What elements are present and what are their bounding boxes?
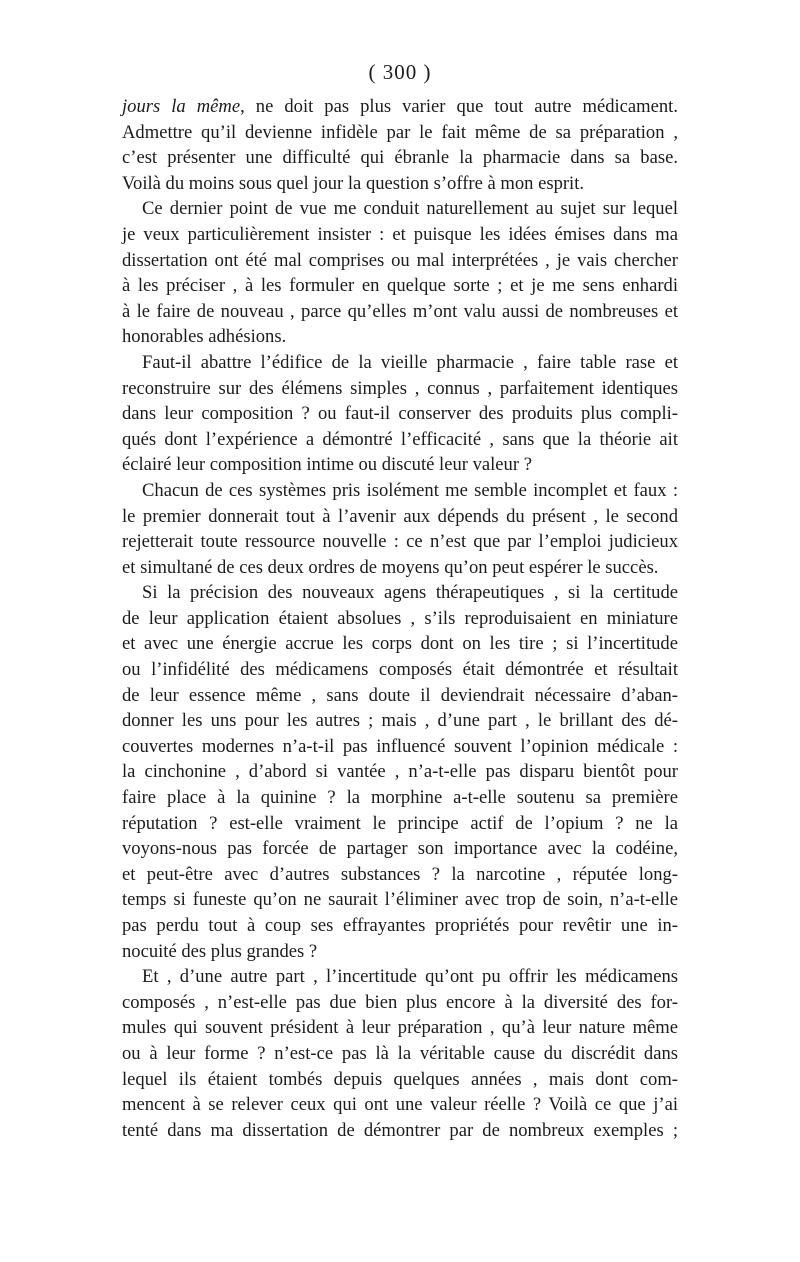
text-line (122, 887, 678, 913)
text-line (122, 708, 678, 734)
line-text: dissertation ont été mal comprises ou mal interprétées , je vais chercher (122, 249, 678, 271)
line-text: Ce dernier point de vue me conduit naturellement au sujet sur lequel (142, 198, 678, 220)
line-text: reconstruire sur des élémens simples , connus , parfaitement identiques (122, 377, 678, 399)
body-text (122, 94, 678, 1143)
line-text: voyons-nous pas forcée de partager son importance avec la codéine, (122, 838, 678, 860)
line-text: donner les uns pour les autres ; mais , d’une part , le brillant des dé- (122, 710, 678, 732)
line-text: Chacun de ces systèmes pris isolément me semble incomplet et faux : (142, 479, 678, 501)
line-text: lequel ils étaient tombés depuis quelques années , mais dont com- (122, 1068, 678, 1090)
line-text: et simultané de ces deux ordres de moyens qu’on peut espérer le succès. (122, 556, 659, 578)
line-text: à les préciser , à les formuler en quelque sorte ; et je me sens enhardi (122, 275, 678, 297)
line-text: pas perdu tout à coup ses effrayantes propriétés pour revêtir une in- (122, 915, 678, 936)
line-text: temps si funeste qu’on ne saurait l’éliminer avec trop de soin, n’a-t-elle (122, 889, 678, 911)
line-text: rejetterait toute ressource nouvelle : ce n’est que par l’emploi judicieux (122, 531, 678, 553)
paragraph (122, 350, 678, 478)
text-line (122, 376, 678, 402)
text-line (122, 785, 678, 811)
text-line (122, 811, 678, 837)
line-text: la cinchonine , d’abord si vantée , n’a-t-elle pas disparu bientôt pour (122, 761, 678, 783)
line-text: dans leur composition ? ou faut-il conserver des produits plus compli- (122, 403, 678, 425)
text-line (122, 222, 678, 248)
text-line (122, 299, 678, 325)
text-line (122, 350, 678, 376)
line-text: mules qui souvent président à leur préparation , qu’à leur nature même (122, 1017, 678, 1039)
text-line (122, 683, 678, 709)
line-text: Voilà du moins sous quel jour la question s’offre à mon esprit. (122, 172, 585, 194)
line-text: de leur application étaient absolues , s’ils reproduisaient en miniature (122, 607, 678, 629)
paragraph (122, 94, 678, 196)
line-text: mencent à se relever ceux qui ont une valeur réelle ? Voilà ce que j’ai (122, 1094, 678, 1116)
line-text: Admettre qu’il devienne infidèle par le fait même de sa préparation , (122, 121, 678, 143)
paragraph (122, 478, 678, 580)
text-line (122, 1041, 678, 1067)
paragraph (122, 580, 678, 964)
text-line (122, 427, 678, 453)
text-line (122, 836, 678, 862)
paragraph (122, 964, 678, 1143)
text-line (122, 273, 678, 299)
text-line (122, 171, 678, 197)
line-text: nocuité des plus grandes ? (122, 940, 318, 962)
line-text: qués dont l’expérience a démontré l’efficacité , sans que la théorie ait (122, 428, 678, 450)
text-line (122, 478, 678, 504)
line-text: de leur essence même , sans doute il deviendrait nécessaire d’aban- (122, 684, 678, 706)
text-line (122, 939, 678, 965)
line-text: le premier donnerait tout à l’avenir aux dépends du présent , le second (122, 505, 678, 527)
text-line (122, 657, 678, 683)
line-text: couvertes modernes n’a-t-il pas influencé souvent l’opinion médicale : (122, 735, 678, 757)
text-line (122, 1092, 678, 1118)
italic-text: jours la même (122, 96, 241, 117)
line-text: honorables adhésions. (122, 326, 287, 348)
text-line (122, 913, 678, 939)
line-text: ou l’infidélité des médicamens composés était démontrée et résultait (122, 659, 678, 681)
line-text: Et , d’une autre part , l’incertitude qu’ont pu offrir les médicamens (142, 966, 678, 988)
text-line (122, 580, 678, 606)
line-text: je veux particulièrement insister : et puisque les idées émises dans ma (122, 223, 678, 245)
text-line (122, 1015, 678, 1041)
text-line (122, 606, 678, 632)
line-text: faire place à la quinine ? la morphine a-t-elle soutenu sa première (122, 787, 678, 809)
text-line (122, 734, 678, 760)
text-line (122, 324, 678, 350)
text-line (122, 504, 678, 530)
line-text: ou à leur forme ? n’est-ce pas là la véritable cause du discrédit dans (122, 1042, 678, 1064)
text-line (122, 1067, 678, 1093)
line-text: Si la précision des nouveaux agens thérapeutiques , si la certitude (142, 582, 678, 604)
line-text: et avec une énergie accrue les corps dont on les tire ; si l’incertitude (122, 633, 678, 655)
line-text: et peut-être avec d’autres substances ? la narcotine , réputée long- (122, 863, 678, 885)
text-line (122, 631, 678, 657)
text-line (122, 529, 678, 555)
paragraph (122, 196, 678, 350)
text-line (122, 964, 678, 990)
line-text: Faut-il abattre l’édifice de la vieille pharmacie , faire table rase et (142, 351, 678, 373)
page-number: ( 300 ) (368, 60, 432, 84)
line-text: réputation ? est-elle vraiment le principe actif de l’opium ? ne la (122, 812, 678, 834)
text-line (122, 1118, 678, 1144)
text-line (122, 248, 678, 274)
text-line (122, 401, 678, 427)
text-line (122, 120, 678, 146)
text-line (122, 94, 678, 120)
line-text: à le faire de nouveau , parce qu’elles m’ont valu aussi de nombreuses et (122, 300, 678, 322)
line-text: , ne doit pas plus varier que tout autre médicament. (240, 96, 678, 117)
line-text: c’est présenter une difficulté qui ébranle la pharmacie dans sa base. (122, 147, 678, 169)
text-line (122, 862, 678, 888)
line-text: tenté dans ma dissertation de démontrer par de nombreux exemples ; (122, 1119, 678, 1141)
text-line (122, 145, 678, 171)
line-text: composés , n’est-elle pas due bien plus encore à la diversité des for- (122, 991, 678, 1013)
text-line (122, 759, 678, 785)
text-line (122, 990, 678, 1016)
text-line (122, 555, 678, 581)
line-text: éclairé leur composition intime ou discuté leur valeur ? (122, 454, 532, 476)
text-line (122, 452, 678, 478)
text-line (122, 196, 678, 222)
